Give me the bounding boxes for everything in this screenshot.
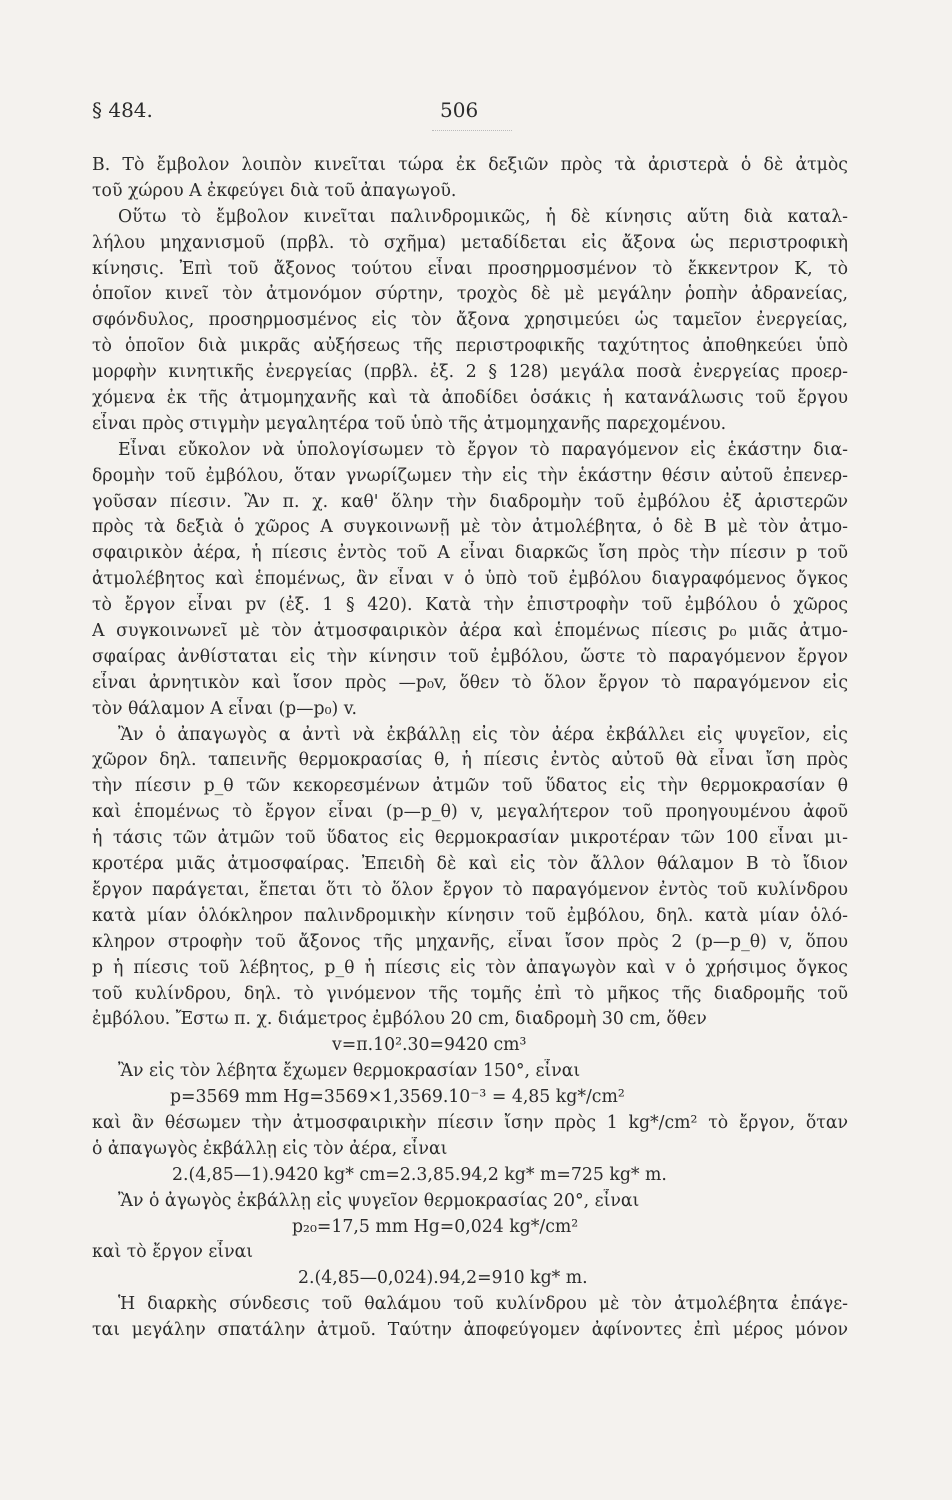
text-line: τοῦ χώρου Α ἐκφεύγει διὰ τοῦ ἀπαγωγοῦ. xyxy=(92,180,457,201)
text-line: τὸ ὁποῖον διὰ μικρᾶς αὐξήσεως τῆς περιστροφικῆς ταχύτητος ἀποθηκεύει ὑπὸ xyxy=(92,336,848,357)
text-line: ἐμβόλου. Ἔστω π. χ. διάμετρος ἐμβόλου 20 cm, διαδρομὴ 30 cm, ὅθεν xyxy=(92,1009,707,1030)
text-line: Α συγκοινωνεῖ μὲ τὸν ἀτμοσφαιρικὸν ἀέρα καὶ ἑπομένως πίεσις p₀ μιᾶς ἀτμο- xyxy=(92,621,848,642)
text-line: καὶ ἂν θέσωμεν τὴν ἀτμοσφαιρικὴν πίεσιν ἴσην πρὸς 1 kg*/cm² τὸ ἔργον, ὅταν xyxy=(92,1112,848,1133)
text-line: εἶναι ἀρνητικὸν καὶ ἴσον πρὸς —p₀v, ὅθεν τὸ ὅλον ἔργον τὸ παραγόμενον εἰς xyxy=(92,672,848,693)
page-header xyxy=(92,98,872,128)
page-number: 506 xyxy=(440,98,479,122)
text-line: σφαίρας ἀνθίσταται εἰς τὴν κίνησιν τοῦ ἐμβόλου, ὥστε τὸ παραγόμενον ἔργον xyxy=(92,646,848,667)
text-line: Ἡ διαρκὴς σύνδεσις τοῦ θαλάμου τοῦ κυλίνδρου μὲ τὸν ἀτμολέβητα ἐπάγε- xyxy=(118,1294,848,1315)
equation: p₂₀=17,5 mm Hg=0,024 kg*/cm² xyxy=(292,1216,579,1237)
equation: p=3569 mm Hg=3569×1,3569.10⁻³ = 4,85 kg*/cm² xyxy=(170,1087,625,1108)
text-line: ἔργον παράγεται, ἔπεται ὅτι τὸ ὅλον ἔργον τὸ παραγόμενον ἐντὸς τοῦ κυλίνδρου xyxy=(92,879,848,900)
text-line: τοῦ κυλίνδρου, δηλ. τὸ γινόμενον τῆς τομῆς ἐπὶ τὸ μῆκος τῆς διαδρομῆς τοῦ xyxy=(92,983,848,1004)
text-line: λήλου μηχανισμοῦ (πρβλ. τὸ σχῆμα) μεταδίδεται εἰς ἄξονα ὡς περιστροφικὴ xyxy=(92,232,848,253)
text-line: πρὸς τὰ δεξιὰ ὁ χῶρος Α συγκοινωνῇ μὲ τὸν ἀτμολέβητα, ὁ δὲ Β μὲ τὸν ἀτμο- xyxy=(92,517,848,538)
text-line: χόμενα ἐκ τῆς ἀτμομηχανῆς καὶ τὰ ἀποδίδει ὁσάκις ἡ κατανάλωσις τοῦ ἔργου xyxy=(92,388,848,409)
text-line: Ἂν ὁ ἀγωγὸς ἐκβάλλῃ εἰς ψυγεῖον θερμοκρασίας 20°, εἶναι xyxy=(118,1190,640,1211)
text-line: ἀτμολέβητος καὶ ἑπομένως, ἂν εἶναι v ὁ ὑπὸ τοῦ ἐμβόλου διαγραφόμενος ὄγκος xyxy=(92,569,848,590)
text-line: Οὕτω τὸ ἔμβολον κινεῖται παλινδρομικῶς, ἡ δὲ κίνησις αὕτη διὰ καταλ- xyxy=(118,206,848,227)
text-line: καὶ ἑπομένως τὸ ἔργον εἶναι (p—p_θ) v, μεγαλήτερον τοῦ προηγουμένου ἀφοῦ xyxy=(92,802,848,823)
body-text xyxy=(92,153,848,1344)
text-line: Εἶναι εὔκολον νὰ ὑπολογίσωμεν τὸ ἔργον τὸ παραγόμενον εἰς ἑκάστην δια- xyxy=(118,439,848,460)
text-line: χῶρον δηλ. ταπεινῆς θερμοκρασίας θ, ἡ πίεσις ἐντὸς αὐτοῦ θὰ εἶναι ἴση πρὸς xyxy=(92,750,848,771)
text-line: δρομὴν τοῦ ἐμβόλου, ὅταν γνωρίζωμεν τὴν εἰς τὴν ἑκάστην θέσιν αὐτοῦ ἐπενερ- xyxy=(92,465,848,486)
text-line: κροτέρα μιᾶς ἀτμοσφαίρας. Ἐπειδὴ δὲ καὶ εἰς τὸν ἄλλον θάλαμον Β τὸ ἴδιον xyxy=(92,854,848,875)
text-line: ὁποῖον κινεῖ τὸν ἀτμονόμον σύρτην, τροχὸς δὲ μὲ μεγάλην ῥοπὴν ἀδρανείας, xyxy=(92,284,848,305)
text-line: Β. Τὸ ἔμβολον λοιπὸν κινεῖται τώρα ἐκ δεξιῶν πρὸς τὰ ἀριστερὰ ὁ δὲ ἀτμὸς xyxy=(92,155,848,175)
text-line: Ἂν ὁ ἀπαγωγὸς α ἀντὶ νὰ ἐκβάλλῃ εἰς τὸν ἀέρα ἐκβάλλει εἰς ψυγεῖον, εἰς xyxy=(118,724,848,745)
text-line: p ἡ πίεσις τοῦ λέβητος, p_θ ἡ πίεσις εἰς τὸν ἀπαγωγὸν καὶ v ὁ χρήσιμος ὄγκος xyxy=(92,957,848,978)
text-line: τὸ ἔργον εἶναι pv (ἐξ. 1 § 420). Κατὰ τὴν ἐπιστροφὴν τοῦ ἐμβόλου ὁ χῶρος xyxy=(92,595,848,616)
equation: v=π.10².30=9420 cm³ xyxy=(332,1035,527,1056)
text-line: ἡ τάσις τῶν ἀτμῶν τοῦ ὕδατος εἰς θερμοκρασίαν μικροτέραν τῶν 100 εἶναι μι- xyxy=(92,828,848,849)
section-number: § 484. xyxy=(92,98,153,122)
text-line: καὶ τὸ ἔργον εἶναι xyxy=(92,1242,254,1263)
text-line: τὸν θάλαμον Α εἶναι (p—p₀) v. xyxy=(92,698,357,719)
text-line: μορφὴν κινητικῆς ἐνεργείας (πρβλ. ἐξ. 2 § 128) μεγάλα ποσὰ ἐνεργείας προερ- xyxy=(92,362,848,383)
text-line: σφαιρικὸν ἀέρα, ἡ πίεσις ἐντὸς τοῦ Α εἶναι διαρκῶς ἴση πρὸς τὴν πίεσιν p τοῦ xyxy=(92,543,848,564)
text-line: κίνησις. Ἐπὶ τοῦ ἄξονος τούτου εἶναι προσηρμοσμένον τὸ ἔκκεντρον Κ, τὸ xyxy=(92,258,848,279)
text-line: γοῦσαν πίεσιν. Ἂν π. χ. καθ' ὅλην τὴν διαδρομὴν τοῦ ἐμβόλου ἐξ ἀριστερῶν xyxy=(92,491,848,512)
text-line: Ἂν εἰς τὸν λέβητα ἔχωμεν θερμοκρασίαν 150°, εἶναι xyxy=(118,1061,581,1082)
equation: 2.(4,85—0,024).94,2=910 kg* m. xyxy=(298,1268,588,1289)
equation: 2.(4,85—1).9420 kg* cm=2.3,85.94,2 kg* m=725 kg* m. xyxy=(172,1164,667,1185)
header-rule xyxy=(432,130,512,131)
text-line: εἶναι πρὸς στιγμὴν μεγαλητέρα τοῦ ὑπὸ τῆς ἀτμομηχανῆς παρεχομένου. xyxy=(92,413,727,434)
text-line: κληρον στροφὴν τοῦ ἄξονος τῆς μηχανῆς, εἶναι ἴσον πρὸς 2 (p—p_θ) v, ὅπου xyxy=(92,931,848,952)
text-line: ται μεγάλην σπατάλην ἀτμοῦ. Ταύτην ἀποφεύγομεν ἀφίνοντες ἐπὶ μέρος μόνον xyxy=(92,1320,848,1341)
text-line: τὴν πίεσιν p_θ τῶν κεκορεσμένων ἀτμῶν τοῦ ὕδατος εἰς τὴν θερμοκρασίαν θ xyxy=(92,776,848,797)
text-line: σφόνδυλος, προσηρμοσμένος εἰς τὸν ἄξονα χρησιμεύει ὡς ταμεῖον ἐνεργείας, xyxy=(92,310,848,331)
text-line: κατὰ μίαν ὁλόκληρον παλινδρομικὴν κίνησιν τοῦ ἐμβόλου, δηλ. κατὰ μίαν ὁλό- xyxy=(92,905,848,926)
text-line: ὁ ἀπαγωγὸς ἐκβάλλῃ εἰς τὸν ἀέρα, εἶναι xyxy=(92,1138,448,1159)
